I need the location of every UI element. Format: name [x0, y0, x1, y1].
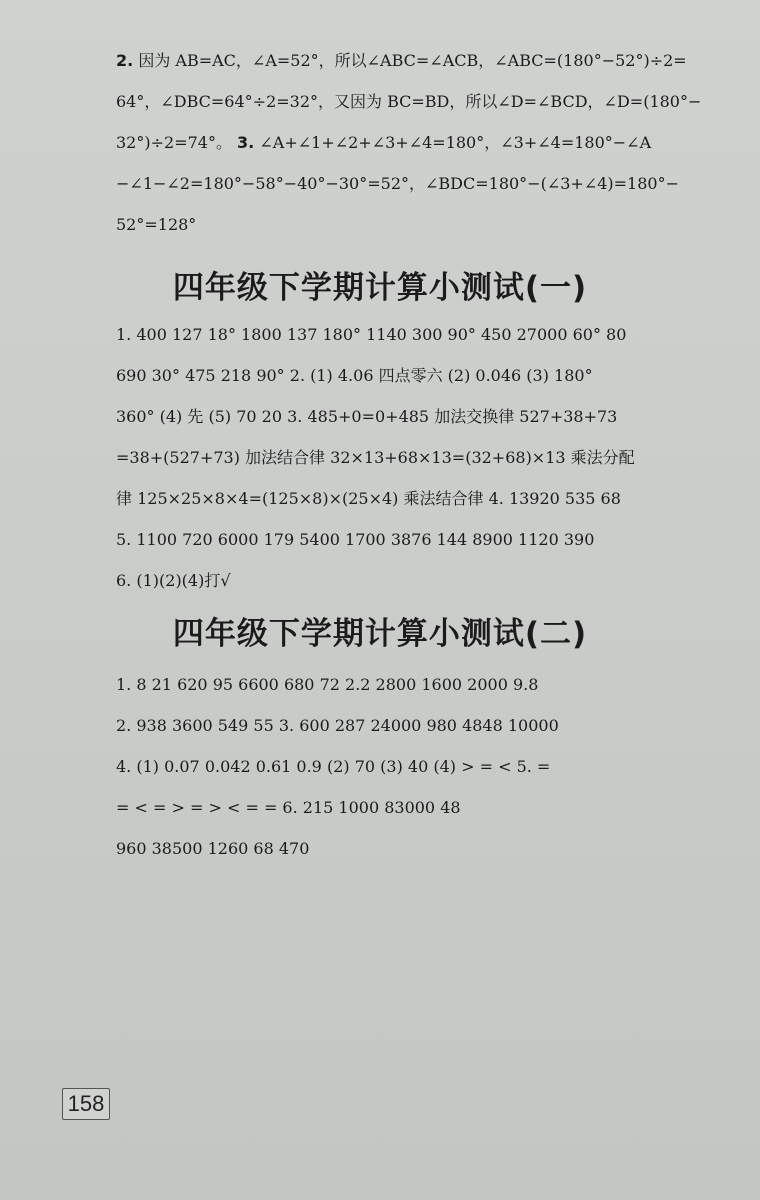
answer-line: 4. (1) 0.07 0.042 0.61 0.9 (2) 70 (3) 40 (4) > = < 5. = [116, 757, 551, 776]
answer-line: 1. 8 21 620 95 6600 680 72 2.2 2800 1600 2000 9.8 [116, 675, 539, 694]
answer-line: 960 38500 1260 68 470 [116, 839, 310, 858]
answer-line: 52°=128° [116, 215, 197, 234]
answer-line: = < = > = > < = = 6. 215 1000 83000 48 [116, 798, 461, 817]
answer-line: 360° (4) 先 (5) 70 20 3. 485+0=0+485 加法交换律 527+38+73 [116, 407, 618, 426]
answer-line: 32°)÷2=74°。 3. ∠A+∠1+∠2+∠3+∠4=180°，∠3+∠4=180°−∠A [116, 133, 652, 152]
answer-line: 690 30° 475 218 90° 2. (1) 4.06 四点零六 (2) 0.046 (3) 180° [116, 366, 593, 385]
answer-line: 律 125×25×8×4=(125×8)×(25×4) 乘法结合律 4. 13920 535 68 [116, 489, 621, 508]
answer-line: =38+(527+73) 加法结合律 32×13+68×13=(32+68)×13 乘法分配 [116, 448, 635, 467]
page-number: 158 [62, 1088, 110, 1120]
answer-line: 64°，∠DBC=64°÷2=32°，又因为 BC=BD，所以∠D=∠BCD，∠D=(180°− [116, 92, 702, 111]
answer-line: 2. 938 3600 549 55 3. 600 287 24000 980 4848 10000 [116, 716, 559, 735]
answer-line: 5. 1100 720 6000 179 5400 1700 3876 144 8900 1120 390 [116, 530, 595, 549]
section-title: 四年级下学期计算小测试(二) [172, 616, 588, 652]
answer-line: 2. 因为 AB=AC，∠A=52°，所以∠ABC=∠ACB，∠ABC=(180°−52°)÷2= [116, 51, 687, 70]
section-title: 四年级下学期计算小测试(一) [172, 270, 588, 306]
answer-line: 6. (1)(2)(4)打√ [116, 571, 231, 590]
answer-line: 1. 400 127 18° 1800 137 180° 1140 300 90° 450 27000 60° 80 [116, 325, 627, 344]
answer-line: −∠1−∠2=180°−58°−40°−30°=52°，∠BDC=180°−(∠3+∠4)=180°− [116, 174, 679, 193]
